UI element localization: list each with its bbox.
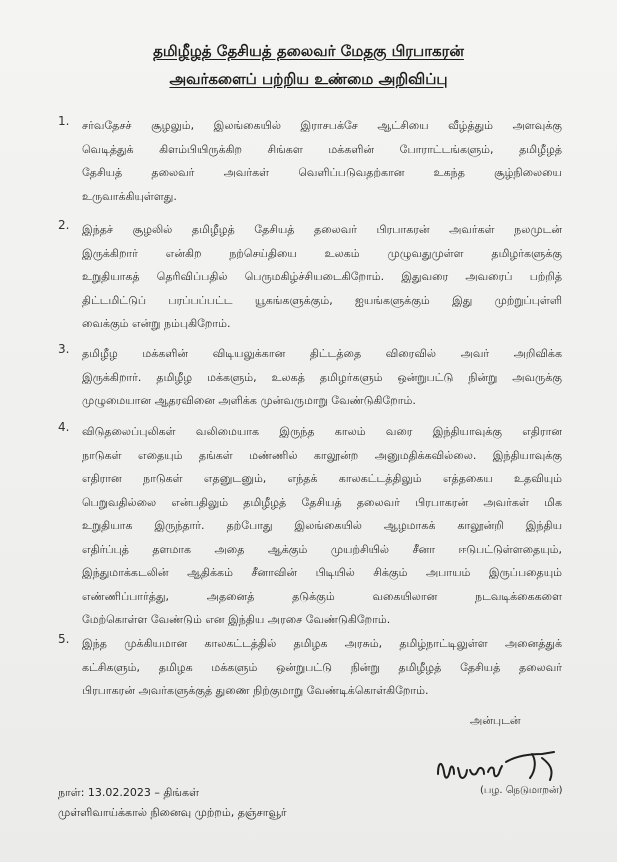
paragraph-line: தேசியத் தலைவர் அவர்கள் வெளிப்படுவதற்கான உகந்த சூழ்நிலையை [82,166,562,179]
paragraph-line: முழுமையான ஆதரவினை அளிக்க முன்வருமாறு வேண்டுகிறோம். [82,394,416,407]
paragraph-1 [58,114,562,208]
document-title-line-1: தமிழீழத் தேசியத் தலைவர் மேதகு பிரபாகரன் [153,42,464,60]
paragraph-line: பெறுவதில்லை என்பதிலும் தமிழீழத் தேசியத் தலைவர் பிரபாகரன் அவர்கள் மிக [82,495,562,509]
paragraph-line: விடுதலைப்புலிகள் வலிமையாக இருந்த காலம் வரை இந்தியாவுக்கு எதிரான [82,425,562,438]
paragraph-line: எதிர்ப்புத் தளமாக அதை ஆக்கும் முயற்சியில் சீனா ஈடுபட்டுள்ளதையும், [82,542,562,556]
paragraph-number: 3. [58,342,70,356]
paragraph-number: 2. [58,218,70,232]
paragraph-line: உறுதியாகத் தெரிவிப்பதில் பெருமகிழ்ச்சியடைகிறோம். இதுவரை அவரைப் பற்றித் [82,270,562,283]
closing-salutation: அன்புடன் [470,714,521,727]
paragraph-line: இருக்கிறார். தமிழீழ மக்களும், உலகத் தமிழர்களும் ஒன்றுபட்டு நின்று அவருக்கு [82,370,562,384]
paragraph-2 [58,218,562,336]
paragraph-3 [58,342,562,413]
paragraph-4 [58,420,562,632]
paragraph-number: 4. [58,420,70,434]
paragraph-line: இந்தச் சூழலில் தமிழீழத் தேசியத் தலைவர் பிரபாகரன் அவர்கள் நலமுடன் [82,223,562,236]
paragraph-number: 1. [58,114,70,128]
paragraph-line: தமிழீழ மக்களின் விடியலுக்கான திட்டத்தை விரைவில் அவர் அறிவிக்க [82,347,562,360]
paragraph-line: சர்வதேசச் சூழலும், இலங்கையில் இராசபக்சே ஆட்சியை வீழ்த்தும் அளவுக்கு [82,119,562,132]
paragraph-line: இருக்கிறார் என்கிற நற்செய்தியை உலகம் முழுவதுமுள்ள தமிழர்களுக்கு [82,246,562,260]
paragraph-line: இந்த முக்கியமான காலகட்டத்தில் தமிழக அரசும், தமிழ்நாட்டிலுள்ள அனைத்துக் [82,637,562,650]
paragraph-5 [58,632,562,703]
paragraph-line: மேற்கொள்ள வேண்டும் என இந்திய அரசை வேண்டுகிறோம். [82,613,391,626]
paragraph-line: திட்டமிட்டுப் பரப்பப்பட்ட யூகங்களுக்கும், ஐயங்களுக்கும் இது முற்றுப்புள்ளி [82,293,562,307]
paragraph-line: எண்ணிப்பார்த்து, அதனைத் தடுக்கும் வகையிலான நடவடிக்கைகளை [82,589,562,603]
document-date: நாள்: 13.02.2023 – திங்கள் [58,786,200,799]
paragraph-line: நாடுகள் எதையும் தங்கள் மண்ணில் காலூன்ற அனுமதிக்கவில்லை. இந்தியாவுக்கு [82,448,562,462]
paragraph-line: எதிரான நாடுகள் எதனுடனும், எந்தக் காலகட்டத்திலும் எத்தகைய உதவியும் [82,472,562,485]
document-place: முள்ளிவாய்க்கால் நினைவு முற்றம், தஞ்சாவூர் [58,806,287,819]
paragraph-line: வெடித்துக் கிளம்பியிருக்கிற சிங்கள மக்களின் போராட்டங்களும், தமிழீழத் [82,142,562,156]
paragraph-line: இந்துமாக்கடலின் ஆதிக்கம் சீனாவின் பிடியில் சிக்கும் அபாயம் இருப்பதையும் [82,566,562,579]
document-title-line-2: அவர்களைப் பற்றிய உண்மை அறிவிப்பு [169,70,448,88]
paragraph-number: 5. [58,632,70,646]
paragraph-line: வைக்கும் என்று நம்புகிறோம். [82,317,231,330]
signatory-name: (பழ. நெடுமாறன்) [480,785,563,796]
paragraph-line: உருவாக்கியுள்ளது. [82,189,177,203]
paragraph-line: உறுதியாக இருந்தார். தற்போது இலங்கையில் ஆழமாகக் காலூன்றி இந்திய [82,519,562,532]
paragraph-line: பிரபாகரன் அவர்களுக்குத் துணை நிற்குமாறு வேண்டிக்கொள்கிறோம். [82,684,429,697]
paragraph-line: கட்சிகளும், தமிழக மக்களும் ஒன்றுபட்டு நின்று தமிழீழத் தேசியத் தலைவர் [82,660,562,674]
